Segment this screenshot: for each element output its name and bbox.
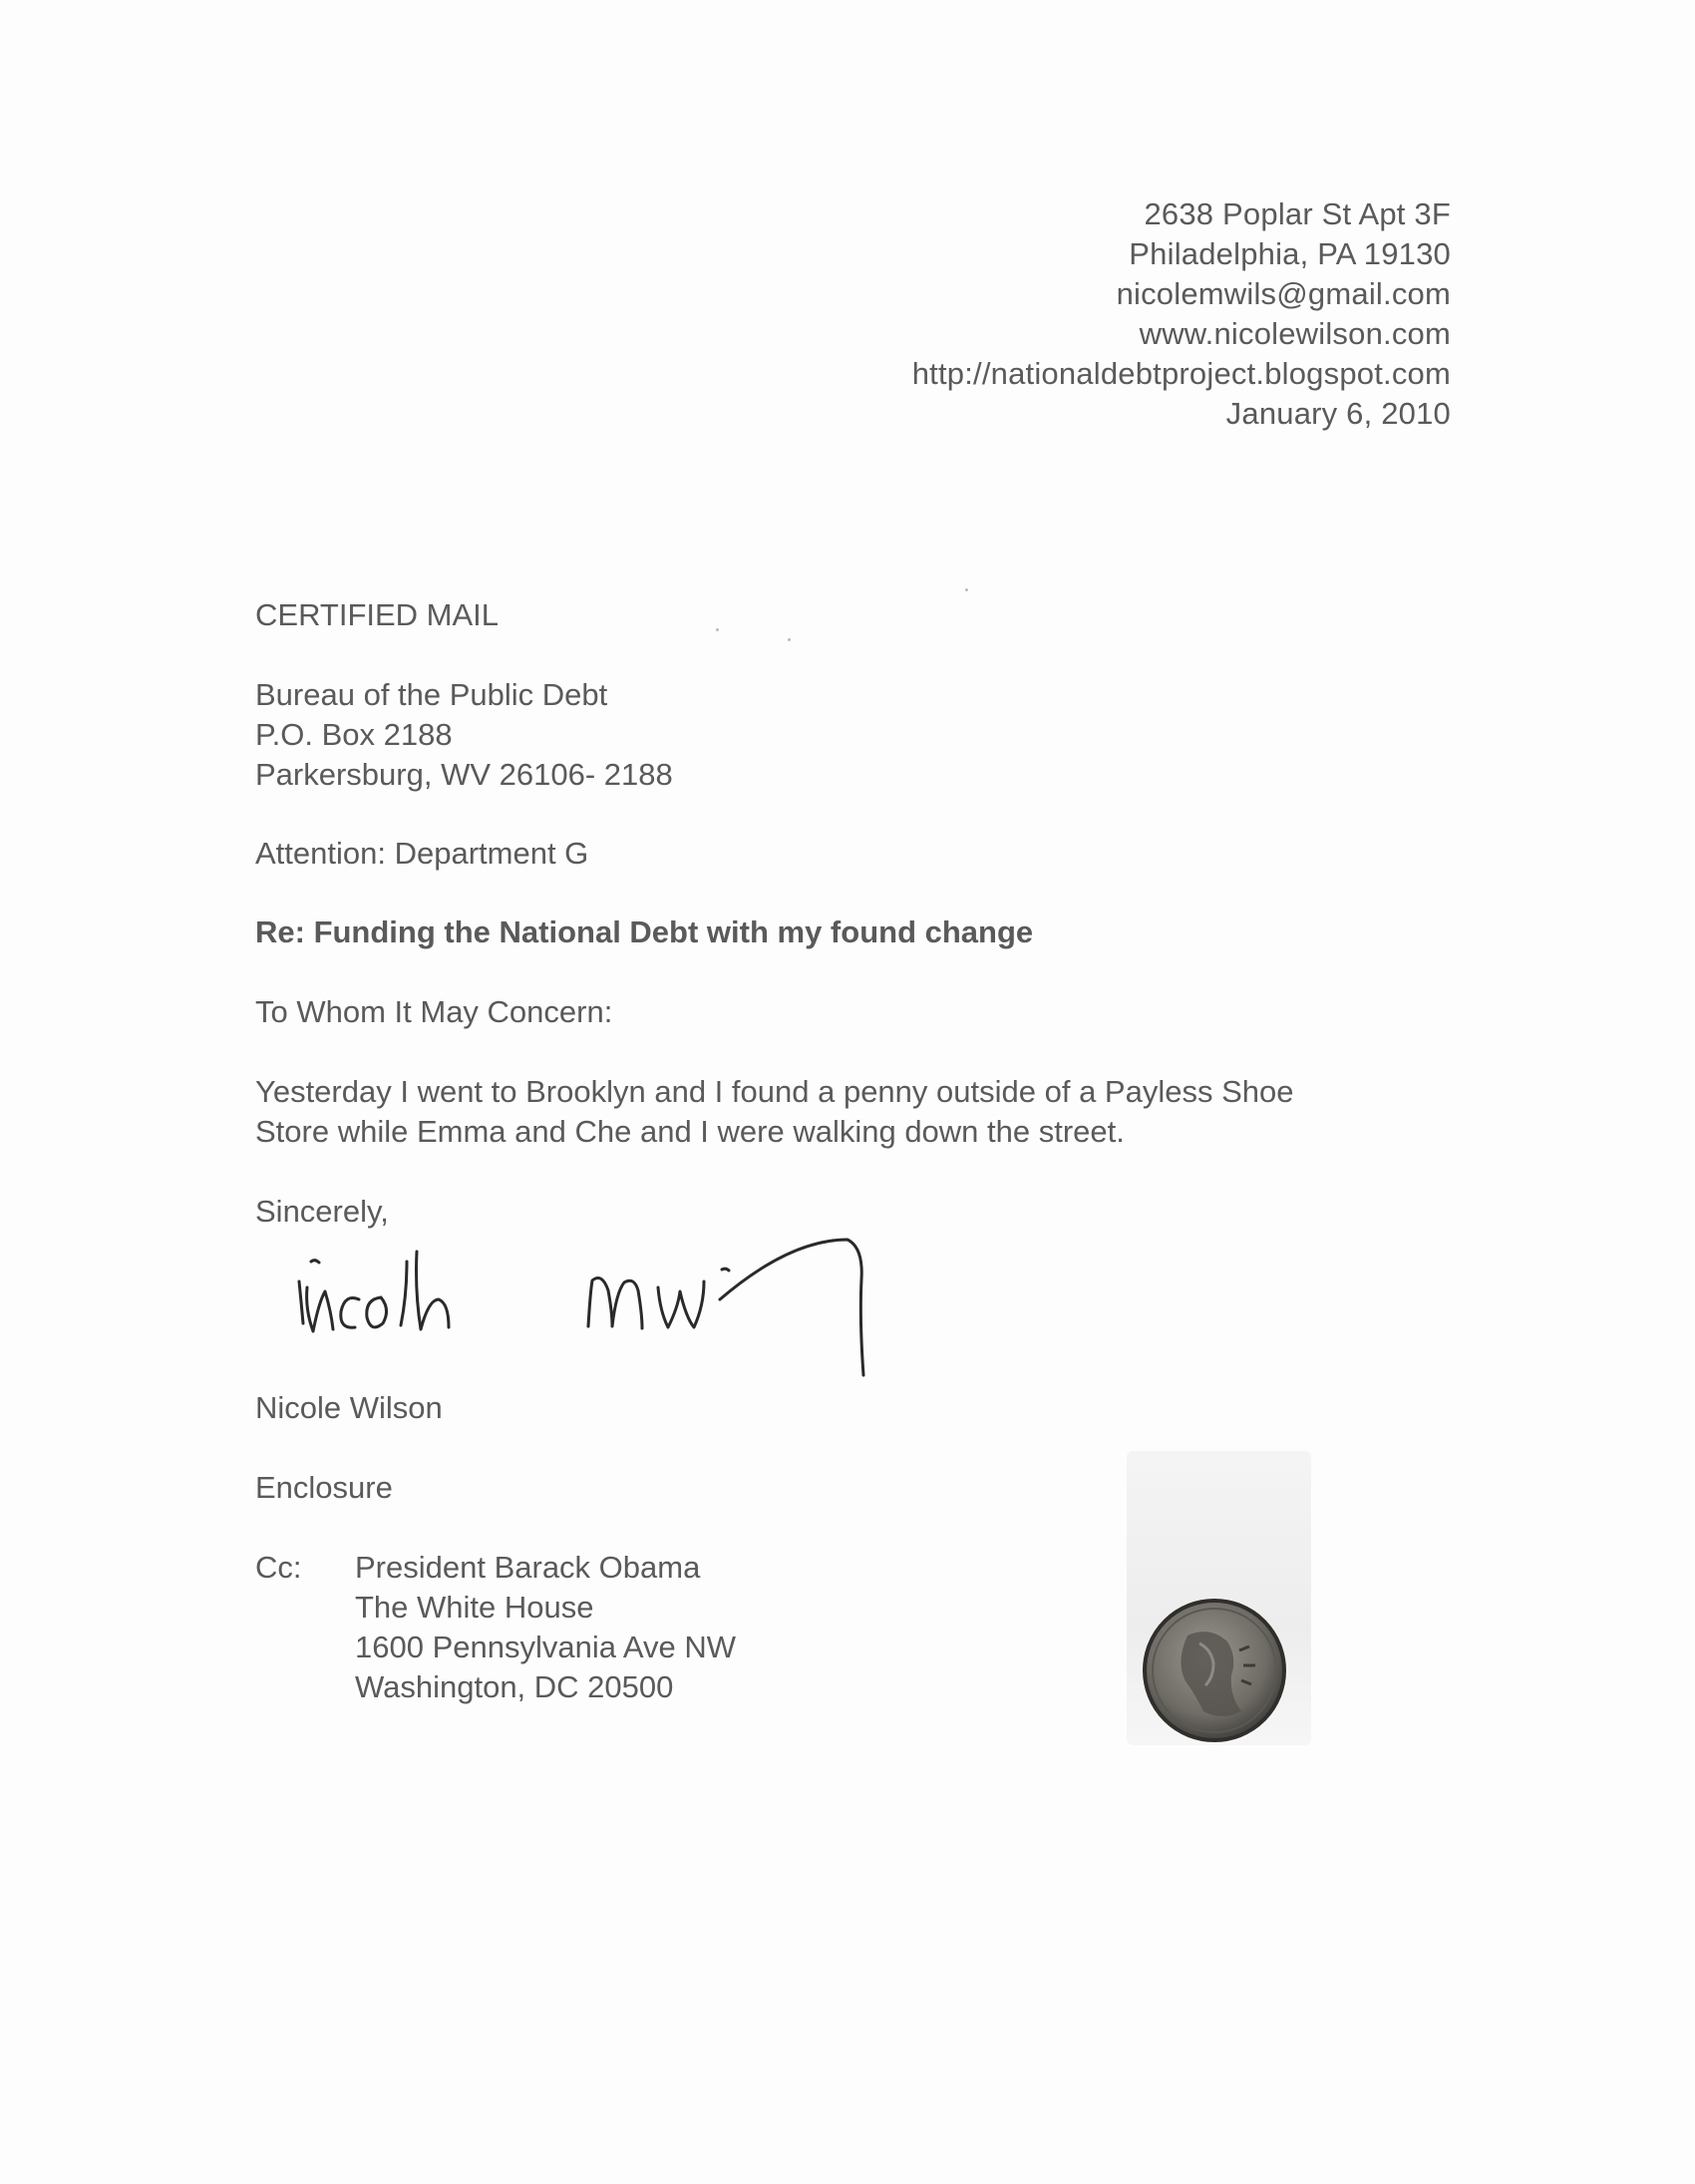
letter-date: January 6, 2010 [1225, 396, 1451, 431]
attention-line: Attention: Department G [255, 836, 589, 871]
scan-speck [716, 628, 719, 631]
cc-city-line: Washington, DC 20500 [355, 1669, 674, 1704]
cc-street: 1600 Pennsylvania Ave NW [355, 1630, 736, 1664]
subject-line: Re: Funding the National Debt with my found change [255, 914, 1034, 949]
cc-building: The White House [355, 1590, 594, 1625]
penny-coin [1140, 1596, 1289, 1745]
message-line-1: Yesterday I went to Brooklyn and I found a penny outside of a Payless Shoe [255, 1074, 1294, 1109]
recipient-po-box: P.O. Box 2188 [255, 717, 453, 752]
sender-website: www.nicolewilson.com [1139, 316, 1451, 351]
signer-name: Nicole Wilson [255, 1390, 443, 1425]
sender-address-block [912, 194, 1451, 434]
sender-city-line: Philadelphia, PA 19130 [1129, 236, 1451, 271]
scan-speck [965, 588, 968, 591]
sender-blog: http://nationaldebtproject.blogspot.com [911, 356, 1451, 391]
closing: Sincerely, [255, 1194, 389, 1229]
recipient-name: Bureau of the Public Debt [255, 677, 608, 712]
sender-street: 2638 Poplar St Apt 3F [1144, 196, 1451, 231]
sender-email: nicolemwils@gmail.com [1116, 276, 1451, 311]
recipient-city-line: Parkersburg, WV 26106- 2188 [255, 757, 673, 792]
enclosure-note: Enclosure [255, 1470, 393, 1505]
cc-address-block [355, 1548, 736, 1707]
message-line-2: Store while Emma and Che and I were walking down the street. [255, 1114, 1125, 1149]
recipient-address-block [255, 675, 673, 795]
handwritten-signature [289, 1222, 977, 1391]
salutation: To Whom It May Concern: [255, 994, 613, 1029]
scan-speck [788, 638, 791, 641]
message-body [255, 1072, 1293, 1152]
cc-label: Cc: [255, 1550, 302, 1585]
mail-type: CERTIFIED MAIL [255, 597, 500, 632]
cc-name: President Barack Obama [355, 1550, 701, 1585]
